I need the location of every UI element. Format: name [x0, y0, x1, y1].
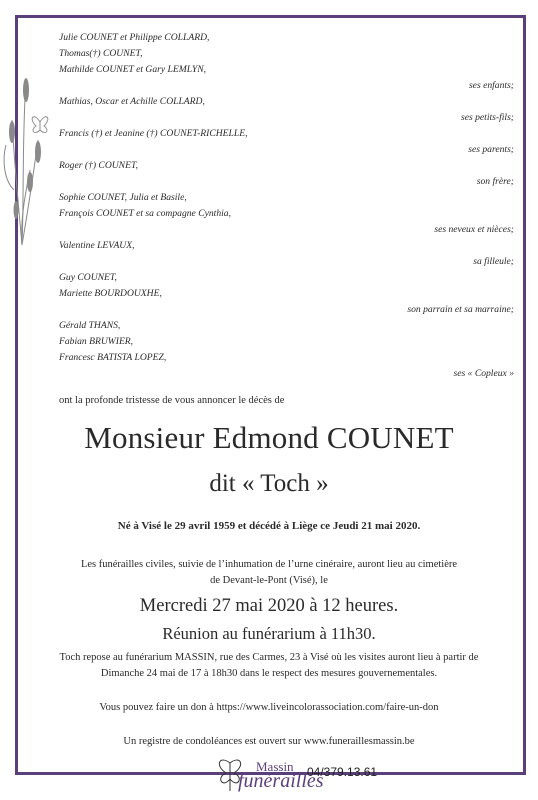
family-name: Roger (†) COUNET,	[59, 160, 138, 171]
family-name: Gérald THANS,	[59, 320, 121, 331]
funeral-info-line-1: Les funérailles civiles, suivie de l’inhumation de l’urne cinéraire, auront lieu au cimetière	[80, 559, 458, 570]
family-name: Thomas(†) COUNET,	[59, 48, 143, 59]
family-name: Francis (†) et Jeanine (†) COUNET-RICHELLE,	[59, 128, 248, 139]
repose-info-line-1: Toch repose au funérarium MASSIN, rue des Carmes, 23 à Visé où les visites auront lieu à partir de	[59, 652, 479, 663]
massin-funerailles-logo	[212, 755, 382, 795]
funeral-info-line-2: de Devant-le-Pont (Visé), le	[210, 575, 328, 586]
family-name: Valentine LEVAUX,	[59, 240, 135, 251]
family-name: Mathias, Oscar et Achille COLLARD,	[59, 96, 205, 107]
announcement-text: ont la profonde tristesse de vous annoncer le décès de	[59, 395, 285, 406]
condolences-info: Un registre de condoléances est ouvert sur www.funeraillesmassin.be	[123, 736, 415, 747]
reeds-butterfly-decoration	[0, 60, 60, 260]
family-relation: son parrain et sa marraine;	[407, 304, 514, 315]
family-name: Fabian BRUWIER,	[59, 336, 134, 347]
family-relation: ses enfants;	[468, 80, 514, 91]
family-name: Julie COUNET et Philippe COLLARD,	[59, 32, 210, 43]
family-relation: ses neveux et nièces;	[434, 224, 514, 235]
birth-death-dates: Né à Visé le 29 avril 1959 et décédé à Liège ce Jeudi 21 mai 2020.	[117, 520, 421, 532]
deceased-name: Monsieur Edmond COUNET	[84, 420, 454, 455]
family-name: Guy COUNET,	[59, 272, 117, 283]
family-relation: ses « Copleux »	[453, 368, 514, 379]
family-relation: sa filleule;	[473, 256, 514, 267]
logo-subtitle: funérailles	[238, 770, 324, 792]
logo-phone: 04/379.13.61	[307, 765, 378, 779]
reunion-time: Réunion au funérarium à 11h30.	[162, 624, 376, 643]
deceased-nickname: dit « Toch »	[209, 470, 329, 497]
family-relation: ses parents;	[468, 144, 514, 155]
logo-brand: Massin	[256, 759, 294, 774]
family-name: François COUNET et sa compagne Cynthia,	[59, 208, 231, 219]
family-name: Francesc BATISTA LOPEZ,	[59, 352, 167, 363]
family-relation: ses petits-fils;	[460, 112, 514, 123]
family-relation: son frère;	[476, 176, 514, 187]
funeral-date: Mercredi 27 mai 2020 à 12 heures.	[139, 596, 399, 616]
family-name: Mathilde COUNET et Gary LEMLYN,	[59, 64, 207, 75]
donation-info: Vous pouvez faire un don à https://www.liveincolorassociation.com/faire-un-don	[99, 702, 439, 713]
family-name: Mariette BOURDOUXHE,	[59, 288, 162, 299]
family-name: Sophie COUNET, Julia et Basile,	[59, 192, 187, 203]
repose-info-line-2: Dimanche 24 mai de 17 à 18h30 dans le respect des mesures gouvernementales.	[100, 668, 438, 679]
